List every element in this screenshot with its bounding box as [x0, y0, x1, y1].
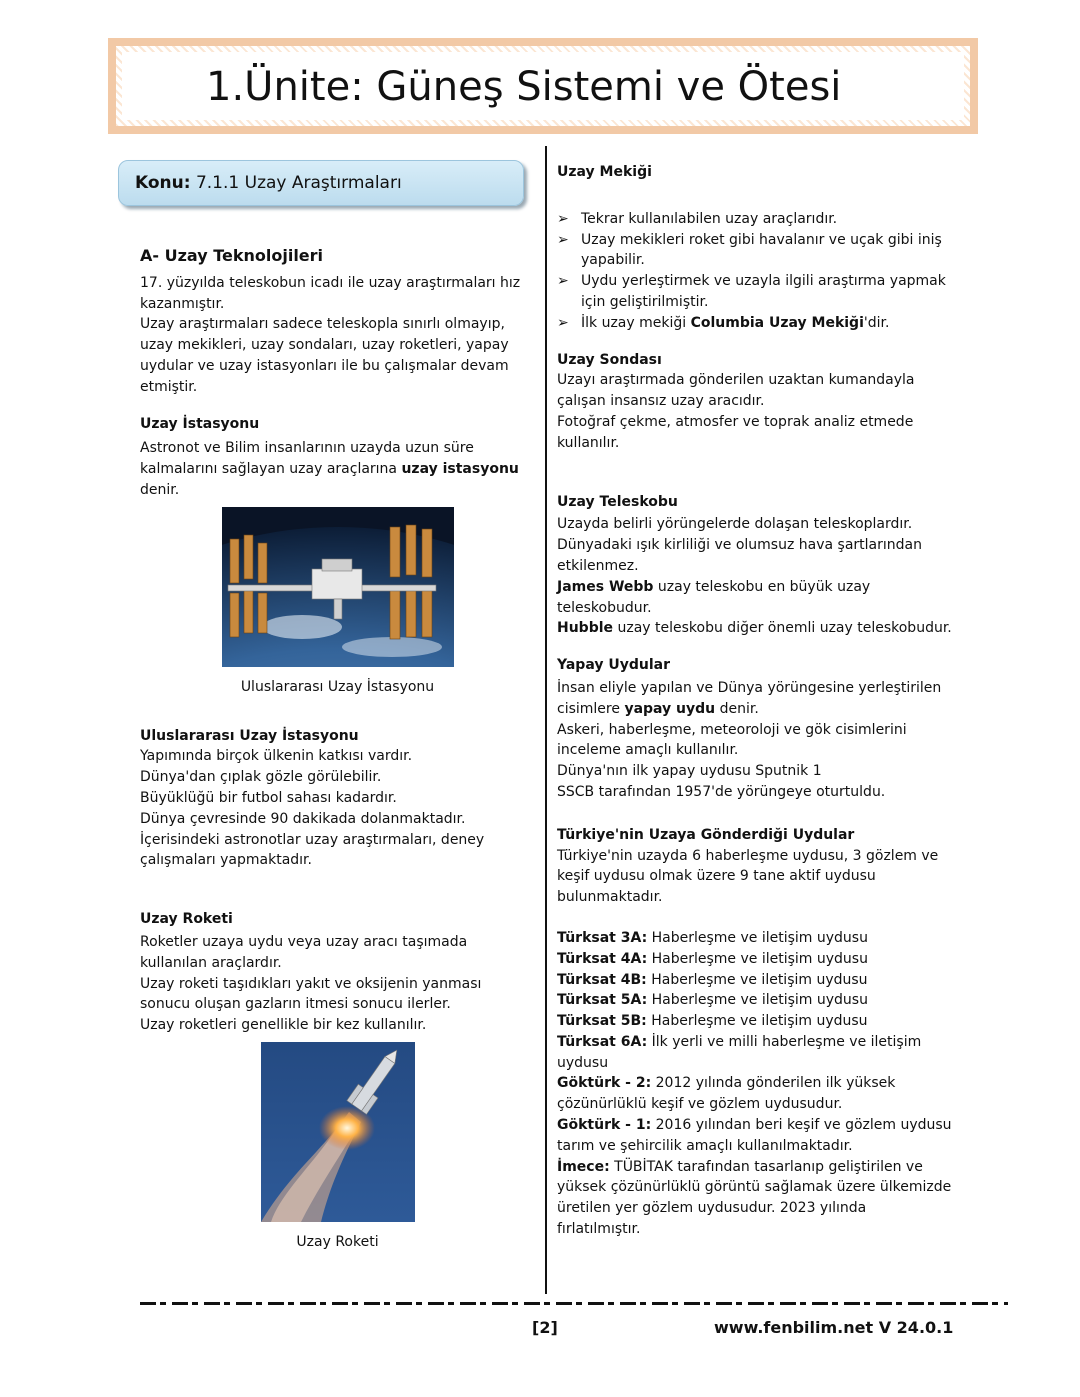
rocket-caption: Uzay Roketi — [296, 1233, 379, 1250]
list-item: ➢ Uzay mekikleri roket gibi havalanır ve uçak gibi iniş yapabilir. — [557, 231, 942, 269]
probe-heading: Uzay Sondası — [557, 351, 662, 368]
rocket-paragraph-1: Roketler uzaya uydu veya uzay aracı taşımada kullanılan araçlardır. — [140, 933, 468, 971]
page-number: [2] — [532, 1318, 558, 1337]
list-item: ➢ Uydu yerleştirmek ve uzayla ilgili araştırma yapmak için geliştirilmiştir. — [557, 273, 946, 310]
arrow-icon: ➢ — [557, 273, 569, 290]
satellite-row: Türksat 4B: Haberleşme ve iletişim uydusu — [557, 971, 868, 988]
satellite-row: Göktürk - 1: 2016 yılından beri keşif ve gözlem uydusu tarım ve şehircilik amaçlı kullanılmaktadır. — [557, 1117, 952, 1154]
satellite-row: İmece: TÜBİTAK tarafından tasarlanıp geliştirilen ve yüksek çözünürlüklü görüntü sağlamak üzere ülkemizde üretilen yer gözlem uydusudur. 2023 yılında fırlatılmıştır. — [557, 1158, 952, 1238]
satellite-ussr: SSCB tarafından 1957'de yörüngeye oturtuldu. — [557, 783, 886, 800]
title-banner — [108, 38, 978, 134]
satellite-definition: İnsan eliyle yapılan ve Dünya yörüngesine yerleştirilen cisimlere yapay uydu denir. — [557, 679, 942, 717]
list-item: ➢ İlk uzay mekiği Columbia Uzay Mekiği'dir. — [557, 313, 952, 334]
title-banner-inner — [122, 52, 964, 120]
turkey-heading: Türkiye'nin Uzaya Gönderdiği Uydular — [557, 826, 855, 843]
probe-paragraph-1: Uzayı araştırmada gönderilen uzaktan kumandayla çalışan insansız uzay aracıdır. — [557, 372, 915, 410]
shuttle-heading: Uzay Mekiği — [557, 164, 652, 180]
satellite-row: Göktürk - 2: 2012 yılında gönderilen ilk yüksek çözünürlüklü keşif ve gözlem uydusudur. — [557, 1075, 896, 1113]
arrow-icon: ➢ — [557, 314, 569, 331]
iss-fact-2: Dünya'dan çıplak gözle görülebilir. — [140, 769, 382, 786]
arrow-icon: ➢ — [557, 210, 569, 227]
station-figure — [140, 507, 535, 667]
iss-heading: Uluslararası Uzay İstasyonu — [140, 727, 359, 744]
rocket-paragraph-2: Uzay roketi taşıdıkları yakıt ve oksijenin yanması sonucu oluşan gazların itmesi sonucu ilerler. — [140, 975, 482, 1013]
satellite-row: Türksat 5B: Haberleşme ve iletişim uydusu — [557, 1013, 868, 1030]
column-divider — [545, 146, 547, 1294]
station-heading: Uzay İstasyonu — [140, 415, 260, 432]
right-column — [557, 162, 952, 1240]
rocket-figure — [140, 1042, 535, 1222]
telescope-heading: Uzay Teleskobu — [557, 493, 678, 510]
left-column — [140, 246, 535, 1253]
shuttle-list — [557, 209, 952, 334]
satellite-row: Türksat 5A: Haberleşme ve iletişim uydusu — [557, 992, 868, 1009]
telescope-paragraph-2: Dünyadaki ışık kirliliği ve olumsuz hava şartlarından etkilenmez. — [557, 537, 922, 574]
rocket-paragraph-3: Uzay roketleri genellikle bir kez kullanılır. — [140, 1017, 427, 1034]
satellite-row: Türksat 6A: İlk yerli ve milli haberleşme ve iletişim uydusu — [557, 1033, 922, 1071]
telescope-paragraph-1: Uzayda belirli yörüngelerde dolaşan teleskoplardır. — [557, 516, 913, 533]
probe-paragraph-2: Fotoğraf çekme, atmosfer ve toprak analiz etmede kullanılır. — [557, 413, 914, 451]
intro-paragraph-2: Uzay araştırmaları sadece teleskopla sınırlı olmayıp, uzay mekikleri, uzay sondaları, uzay roketleri, yapay uydular ve uzay istasyonları ile bu çalışmalar devam etmiştir. — [140, 316, 509, 395]
section-title: A- Uzay Teknolojileri — [140, 246, 324, 265]
station-caption: Uluslararası Uzay İstasyonu — [240, 678, 435, 695]
turkey-paragraph: Türkiye'nin uzayda 6 haberleşme uydusu, 3 gözlem ve keşif uydusu olmak üzere 9 tane aktif uydusu bulunmaktadır. — [557, 847, 939, 906]
satellite-row: Türksat 4A: Haberleşme ve iletişim uydusu — [557, 950, 868, 967]
iss-image — [222, 507, 454, 667]
iss-fact-3: Büyüklüğü bir futbol sahası kadardır. — [140, 789, 397, 806]
iss-fact-5: İçerisindeki astronotlar uzay araştırmaları, deney çalışmaları yapmaktadır. — [140, 831, 485, 869]
webb-paragraph: James Webb uzay teleskobu en büyük uzay teleskobudur. — [557, 578, 871, 616]
station-paragraph: Astronot ve Bilim insanlarının uzayda uzun süre kalmalarını sağlayan uzay araçlarına uzay istasyonu denir. — [140, 440, 519, 498]
satellite-first: Dünya'nın ilk yapay uydusu Sputnik 1 — [557, 763, 822, 780]
hubble-paragraph: Hubble uzay teleskobu diğer önemli uzay teleskobudur. — [557, 620, 952, 637]
rocket-heading: Uzay Roketi — [140, 911, 233, 928]
page-title: 1.Ünite: Güneş Sistemi ve Ötesi — [206, 64, 842, 110]
iss-fact-1: Yapımında birçok ülkenin katkısı vardır. — [140, 748, 413, 765]
list-item: ➢ Tekrar kullanılabilen uzay araçlarıdır. — [557, 209, 952, 230]
topic-text: 7.1.1 Uzay Araştırmaları — [190, 173, 402, 193]
rocket-image — [261, 1042, 415, 1222]
satellite-usage: Askeri, haberleşme, meteoroloji ve gök cisimlerini inceleme amaçlı kullanılır. — [557, 721, 907, 759]
footer-dashed-line — [140, 1302, 1008, 1305]
intro-paragraph-1: 17. yüzyılda teleskobun icadı ile uzay araştırmaları hız kazanmıştır. — [140, 274, 521, 312]
iss-fact-4: Dünya çevresinde 90 dakikada dolanmaktadır. — [140, 810, 466, 827]
arrow-icon: ➢ — [557, 231, 569, 248]
footer-site: www.fenbilim.net V 24.0.1 — [714, 1318, 954, 1337]
topic-box — [118, 160, 524, 206]
satellite-row: Türksat 3A: Haberleşme ve iletişim uydusu — [557, 929, 868, 946]
satellites-heading: Yapay Uydular — [557, 657, 670, 674]
topic-label: Konu: — [135, 173, 191, 193]
